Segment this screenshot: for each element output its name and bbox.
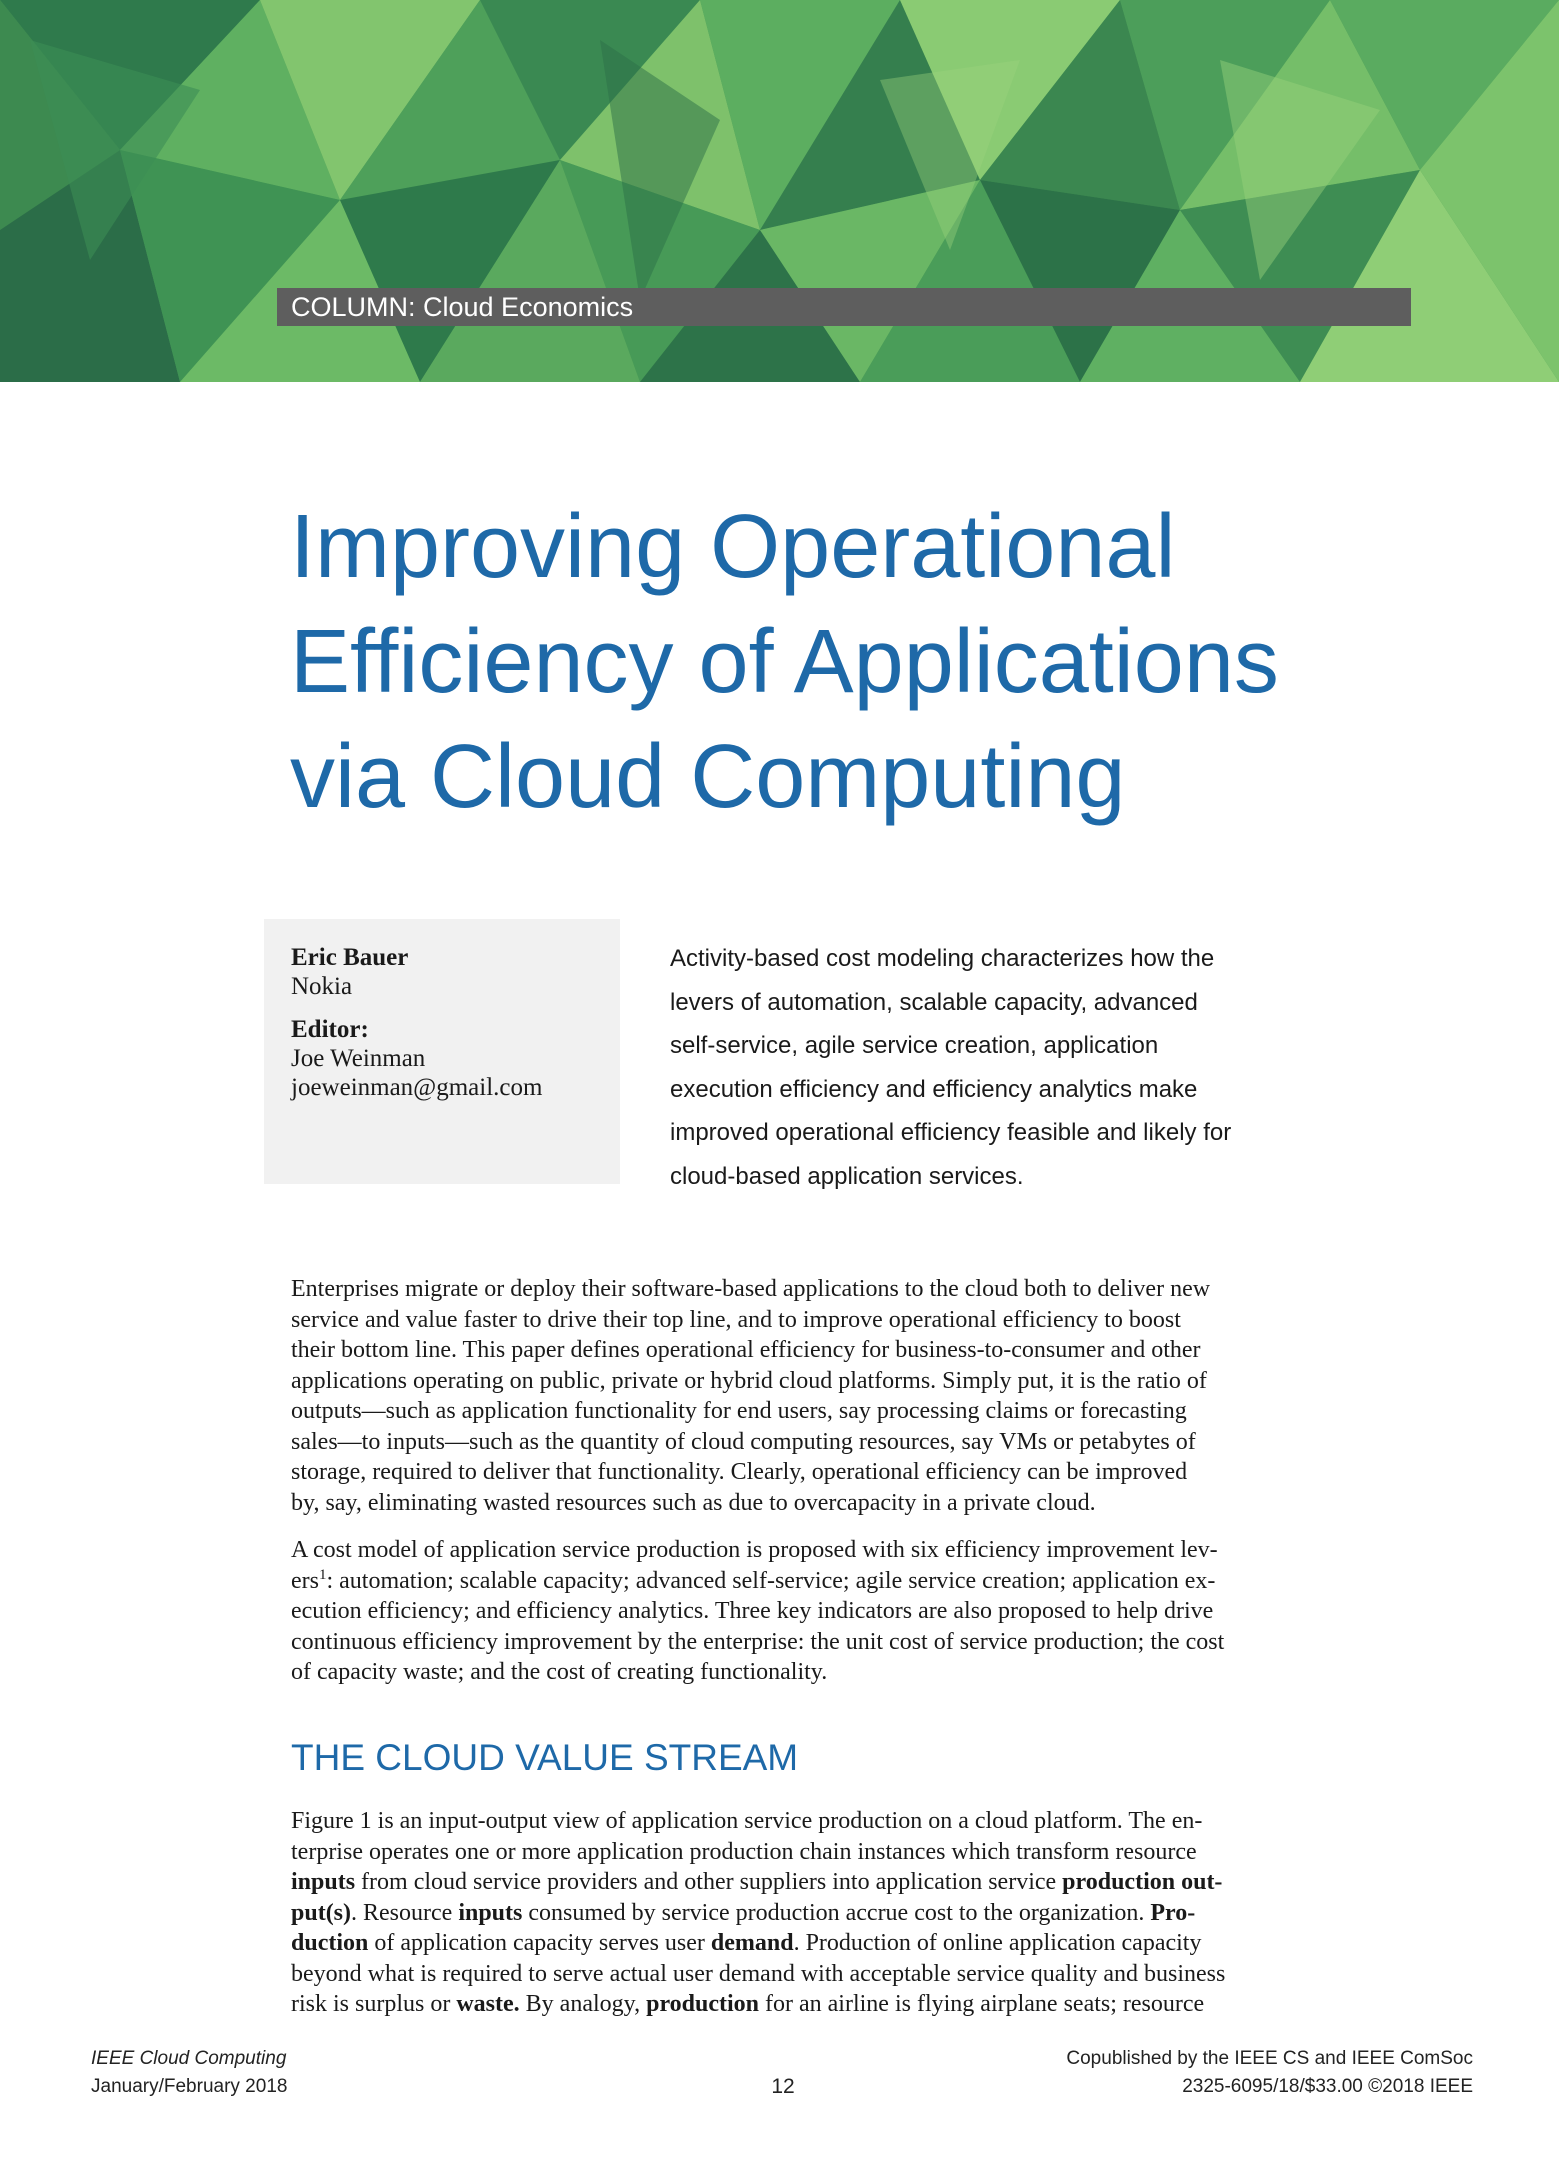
column-label: COLUMN: Cloud Economics: [277, 288, 1411, 326]
paragraph-line: of capacity waste; and the cost of creating functionality.: [291, 1659, 828, 1685]
editor-email: joeweinman@gmail.com: [291, 1074, 543, 1101]
paragraph-line: risk is surplus or waste. By analogy, production for an airline is flying airplane seats; resource: [291, 1991, 1205, 2017]
abstract: [670, 937, 1290, 1198]
author-info-box: [264, 919, 620, 1184]
paragraph-line: outputs—such as application functionality for end users, say processing claims or forecasting: [291, 1398, 1187, 1424]
paragraph-line: their bottom line. This paper defines operational efficiency for business-to-consumer and other: [291, 1337, 1201, 1363]
issue-date: January/February 2018: [91, 2076, 288, 2097]
paragraph-line: ers$^1$: automation; scalable capacity; advanced self-service; agile service creation; application ex-: [291, 1566, 1216, 1594]
title-line: Efficiency of Applications: [290, 612, 1279, 712]
article-title: [290, 490, 1440, 835]
paragraph-line: sales—to inputs—such as the quantity of cloud computing resources, say VMs or petabytes of: [291, 1428, 1196, 1455]
footer-right: [1066, 2045, 1473, 2101]
abstract-line: execution efficiency and efficiency analytics make: [670, 1075, 1198, 1103]
paragraph-line: storage, required to deliver that functionality. Clearly, operational efficiency can be improved: [291, 1459, 1188, 1485]
footer-left: [91, 2045, 287, 2101]
author-name: Eric Bauer: [291, 944, 409, 971]
paragraph-line: beyond what is required to serve actual user demand with acceptable service quality and business: [291, 1960, 1226, 1987]
title-line: via Cloud Computing: [290, 727, 1126, 827]
body-paragraph-3: [291, 1806, 1291, 2020]
header-banner: [0, 0, 1559, 382]
abstract-line: self-service, agile service creation, application: [670, 1032, 1159, 1059]
abstract-line: cloud-based application services.: [670, 1162, 1024, 1190]
paragraph-line: ecution efficiency; and efficiency analytics. Three key indicators are also proposed to help drive: [291, 1598, 1214, 1624]
abstract-line: levers of automation, scalable capacity, advanced: [670, 988, 1198, 1016]
paragraph-line: continuous efficiency improvement by the enterprise: the unit cost of service production; the cost: [291, 1628, 1225, 1655]
paragraph-line: A cost model of application service production is proposed with six efficiency improvement lev-: [291, 1537, 1218, 1563]
paragraph-line: Enterprises migrate or deploy their software-based applications to the cloud both to deliver new: [291, 1276, 1211, 1302]
paragraph-line: by, say, eliminating wasted resources such as due to overcapacity in a private cloud.: [291, 1489, 1096, 1516]
paragraph-line: inputs from cloud service providers and other suppliers into application service production out-: [291, 1869, 1223, 1895]
title-line: Improving Operational: [290, 497, 1176, 597]
paragraph-line: terprise operates one or more application production chain instances which transform resource: [291, 1838, 1197, 1865]
abstract-line: Activity-based cost modeling characterizes how the: [670, 945, 1215, 972]
paragraph-line: put(s). Resource inputs consumed by service production accrue cost to the organization. Pro-: [291, 1899, 1196, 1926]
issn-line: 2325-6095/18/$33.00 ©2018 IEEE: [1182, 2076, 1473, 2097]
paragraph-line: service and value faster to drive their top line, and to improve operational efficiency to boost: [291, 1306, 1181, 1333]
section-heading: THE CLOUD VALUE STREAM: [291, 1737, 799, 1778]
paragraph-line: duction of application capacity serves user demand. Production of online application capacity: [291, 1930, 1202, 1956]
paragraph-line: applications operating on public, private or hybrid cloud platforms. Simply put, it is the ratio of: [291, 1367, 1207, 1394]
editor-name: Joe Weinman: [291, 1045, 426, 1072]
body-paragraph-1: [291, 1274, 1291, 1518]
footnote-marker[interactable]: 1: [318, 1566, 327, 1583]
abstract-line: improved operational efficiency feasible and likely for: [670, 1119, 1232, 1146]
editor-label: Editor:: [291, 1016, 369, 1043]
body-paragraph-2: [291, 1535, 1291, 1688]
publisher-line: Copublished by the IEEE CS and IEEE ComSoc: [1066, 2048, 1473, 2069]
journal-name: IEEE Cloud Computing: [91, 2048, 287, 2069]
page-number: 12: [771, 2075, 795, 2098]
author-affiliation: Nokia: [291, 973, 353, 1000]
paragraph-line: Figure 1 is an input-output view of application service production on a cloud platform. The en-: [291, 1808, 1203, 1834]
